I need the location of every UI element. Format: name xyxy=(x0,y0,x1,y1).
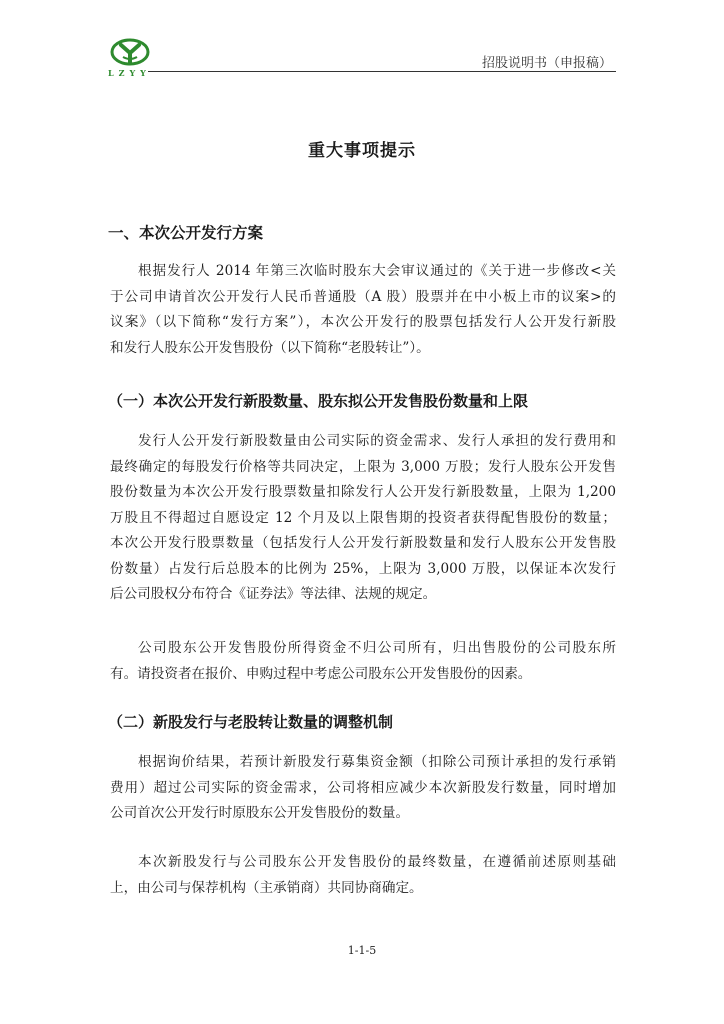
subsection-heading-share-quantity: （一）本次公开发行新股数量、股东拟公开发售股份数量和上限 xyxy=(108,392,529,410)
company-logo xyxy=(108,38,152,82)
page-header xyxy=(108,38,616,78)
logo-text: LZYY xyxy=(108,68,151,78)
share-quantity-paragraph-2 xyxy=(110,636,616,687)
share-quantity-paragraph-1 xyxy=(110,429,616,608)
page-title: 重大事项提示 xyxy=(308,141,416,161)
text-line: 费用）超过公司实际的资金需求，公司将相应减少本次新股发行数量，同时增加 xyxy=(110,779,616,796)
text-line: 发行人公开发行新股数量由公司实际的资金需求、发行人承担的发行费用和 xyxy=(138,433,616,449)
page-number: 1-1-5 xyxy=(347,944,377,957)
text-line: 公司首次公开发行时原股东公开发售股份的数量。 xyxy=(110,805,410,821)
text-line: 后公司股权分布符合《证券法》等法律、法规的规定。 xyxy=(110,586,437,602)
text-line: 和发行人股东公开发售股份（以下简称“老股转让”）。 xyxy=(110,339,430,356)
text-line: 上，由公司与保荐机构（主承销商）共同协商确定。 xyxy=(110,879,423,896)
adjustment-paragraph-1 xyxy=(110,750,616,827)
text-line: 于公司申请首次公开发行人民币普通股（A 股）股票并在中小板上市的议案>的 xyxy=(110,288,616,305)
text-line: 公司股东公开发售股份所得资金不归公司所有，归出售股份的公司股东所 xyxy=(138,640,616,656)
document-name: 招股说明书（申报稿） xyxy=(481,56,612,71)
offering-plan-intro xyxy=(110,259,616,361)
text-line: 有。请投资者在报价、申购过程中考虑公司股东公开发售股份的因素。 xyxy=(110,665,532,682)
text-line: 股份数量为本次公开发行股票数量扣除发行人公开发行新股数量，上限为 1,200 xyxy=(110,484,616,500)
adjustment-paragraph-2 xyxy=(110,850,616,901)
section-heading-offering-plan: 一、本次公开发行方案 xyxy=(108,224,264,242)
text-line: 万股且不得超过自愿设定 12 个月及以上限售期的投资者获得配售股份的数量； xyxy=(110,509,616,526)
text-line: 本次公开发行股票数量（包括发行人公开发行新股数量和发行人股东公开发售股 xyxy=(110,535,616,551)
text-line: 最终确定的每股发行价格等共同决定，上限为 3,000 万股；发行人股东公开发售 xyxy=(110,458,616,475)
text-line: 根据发行人 2014 年第三次临时股东大会审议通过的《关于进一步修改<关 xyxy=(138,263,617,279)
header-divider xyxy=(148,71,616,72)
logo-emblem-icon xyxy=(110,38,150,68)
text-line: 份数量）占发行后总股本的比例为 25%，上限为 3,000 万股，以保证本次发行 xyxy=(110,560,616,577)
subsection-heading-adjustment-mechanism: （二）新股发行与老股转让数量的调整机制 xyxy=(108,713,394,731)
text-line: 议案》（以下简称“发行方案”），本次公开发行的股票包括发行人公开发行新股 xyxy=(110,314,616,330)
text-line: 本次新股发行与公司股东公开发售股份的最终数量，在遵循前述原则基础 xyxy=(138,854,616,870)
text-line: 根据询价结果，若预计新股发行募集资金额（扣除公司预计承担的发行承销 xyxy=(138,754,616,770)
